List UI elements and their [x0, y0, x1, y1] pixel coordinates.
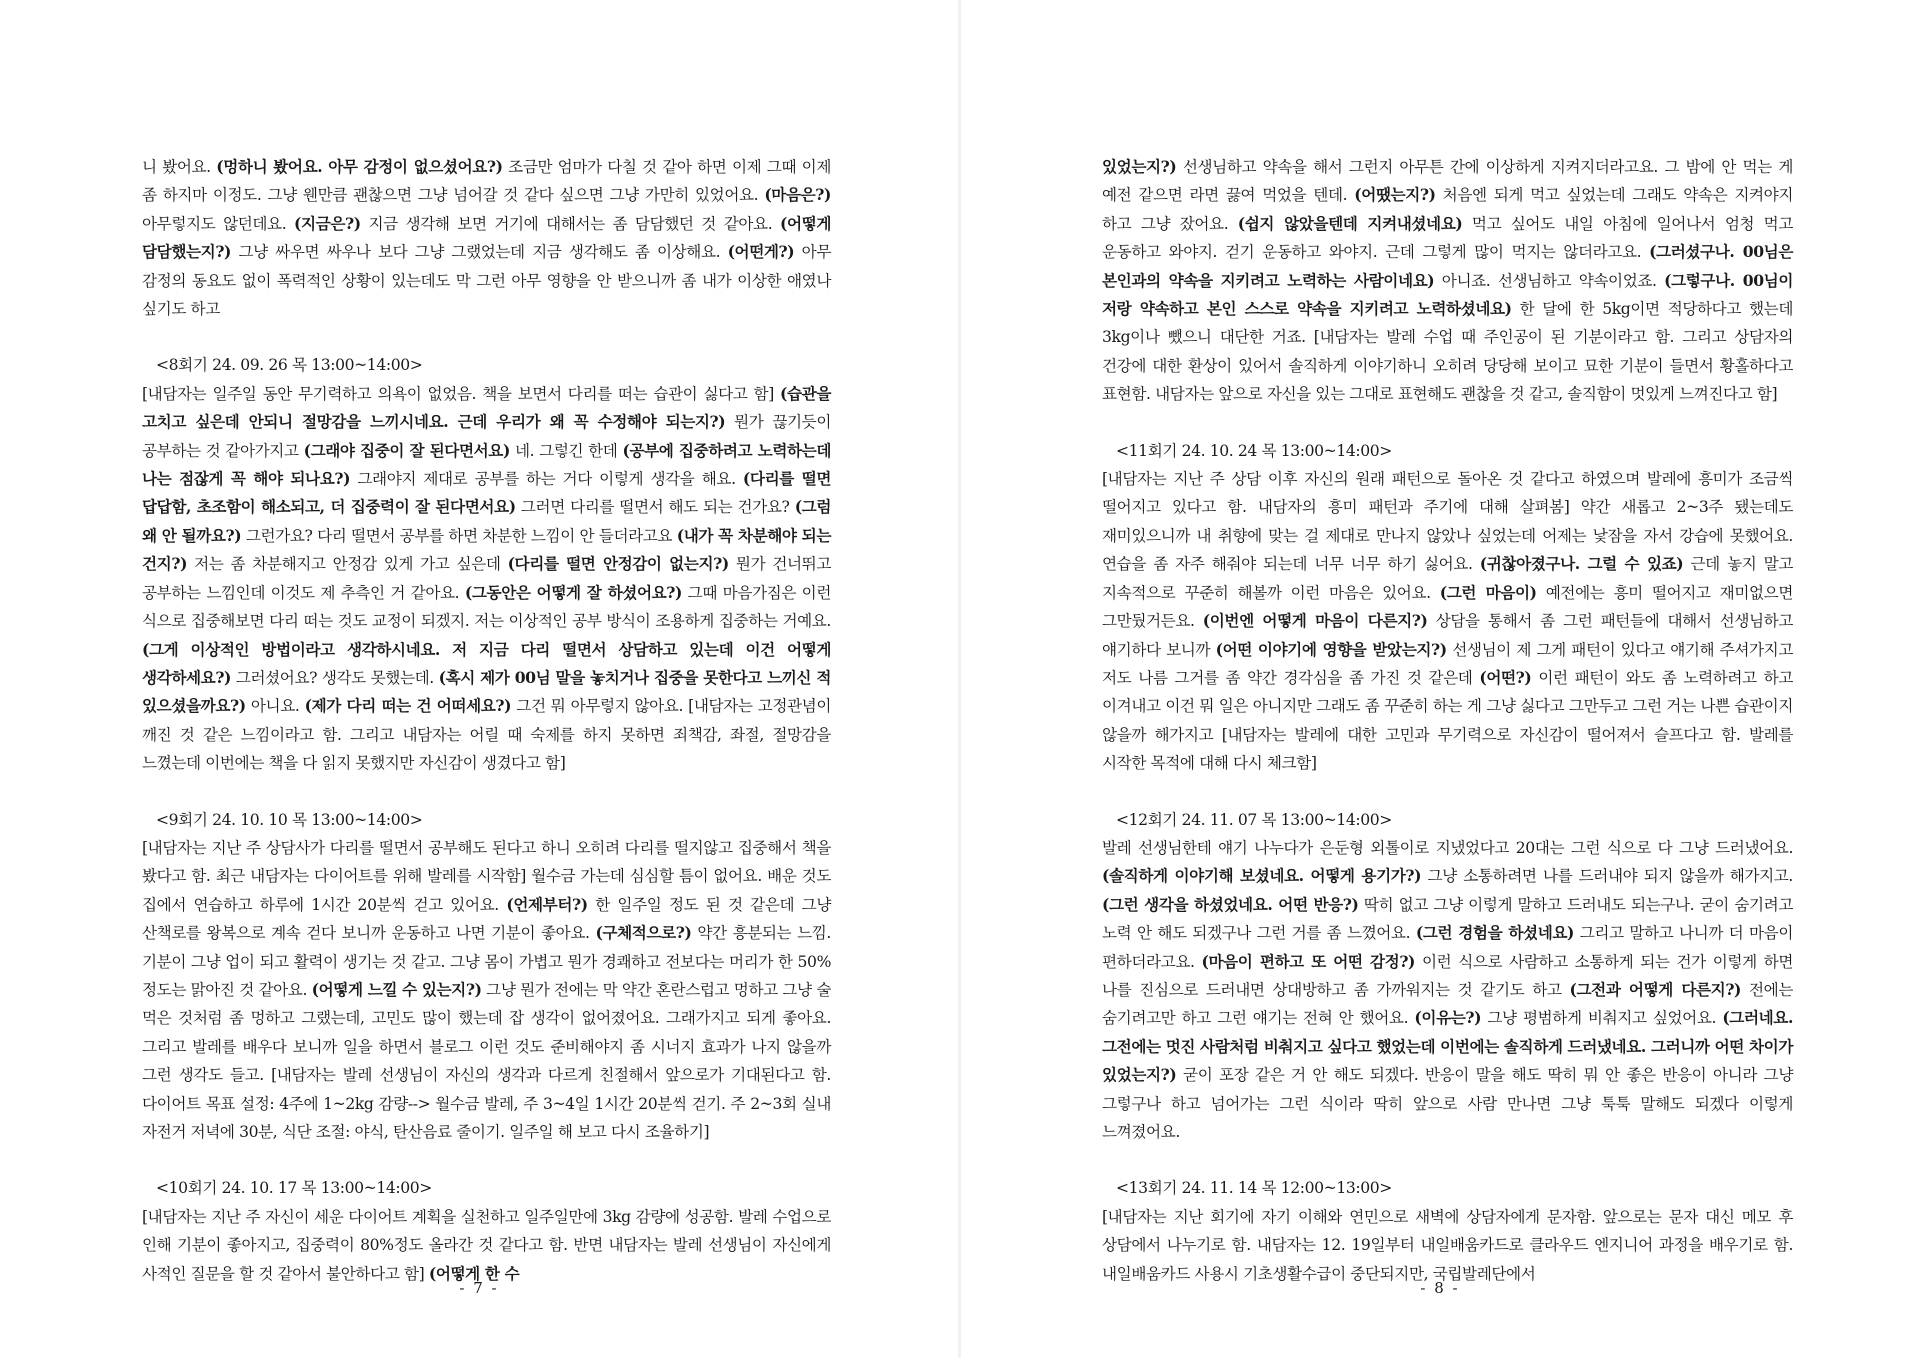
counselor-remark: (어떤게?) [727, 242, 795, 262]
page-content [1102, 153, 1793, 1316]
client-text: 그냥 뭔가 전에는 막 약간 혼란스럽고 멍하고 그냥 술 먹은 것처럼 좀 멍하고 그랬는데, 고민도 많이 했는데 잡 생각이 없어졌어요. 그래가지고 되게 좋아요. 그리고 발레를 배우다 보니까 일을 하면서 블로그 이런 것도 준비해야지 좀 시너지 효과가 나지 않을까 그런 생각도 들고. [내담자는 발레 선생님이 자신의 생각과 다르게 친절해서 앞으로가 기대된다고 함. 다이어트 목표 설정: 4주에 1~2kg 감량--> 월수금 발레, 주 3~4일 1시간 20분씩 걷기. 주 2~3회 실내 자전거 저녁에 30분, 식단 조절: 야식, 탄산음료 줄이기. 일주일 해 보고 다시 조율하기] [142, 980, 831, 1141]
counselor-remark: (어땠는지?) [1354, 185, 1436, 205]
client-text: 처음엔 되게 먹고 싶었는데 그래도 약속은 지켜야지 하고 그냥 잤어요. [1102, 186, 1793, 233]
counselor-remark: (다리를 떨면 안정감이 없는지?) [507, 554, 729, 574]
continued-paragraph [1102, 153, 1793, 409]
client-text: 굳이 포장 같은 거 안 해도 되겠다. 반응이 말을 해도 딱히 뭐 안 좋은 반응이 아니라 그냥 그렇구나 하고 넘어가는 그런 식이라 딱히 앞으로 사람 만나면 그냥 툭툭 말해도 되겠다 이렇게 느껴졌어요. [1102, 1066, 1793, 1141]
counselor-remark: 있었는지?) [1102, 157, 1177, 176]
session-heading: <10회기 24. 10. 17 목 13:00~14:00> [156, 1179, 432, 1198]
counselor-remark: (내가 꼭 차분해야 되는 건지?) [142, 525, 831, 574]
client-text: 그냥 싸우면 싸우나 보다 그냥 그랬었는데 지금 생각해도 좀 이상해요. [231, 243, 728, 262]
counselor-remark: (어떻게 담담했는지?) [142, 213, 831, 262]
client-text: 아무 감정의 동요도 없이 폭력적인 상황이 있는데도 막 그런 아무 영향을 안 받으니까 좀 내가 이상한 애였나 싶기도 하고 [142, 243, 831, 319]
client-text: 그래야지 제대로 공부를 하는 거다 이렇게 생각을 해요. [350, 470, 743, 489]
document-page-right [961, 0, 1919, 1358]
client-text: 그냥 평범하게 비춰지고 싶었어요. [1481, 1009, 1723, 1028]
counselor-remark: (언제부터?) [506, 894, 588, 914]
counselor-remark: (그런 경험을 하셨네요) [1415, 923, 1575, 943]
client-text: 한 달에 한 5kg이면 적당하다고 했는데 3kg이나 뺐으니 대단한 거죠. [내담자는 발레 수업 때 주인공이 된 기분이라고 함. 그리고 상담자의 건강에 대한 환상이 있어서 솔직하게 이야기하니 오히려 당당해 보이고 묘한 기분이 들면서 황홀하다고 표현함. 내담자는 앞으로 자신을 있는 그대로 표현해도 괜찮을 것 같고, 솔직함이 멋있게 느껴진다고 함] [1102, 300, 1793, 404]
counselor-remark: (마음은?) [764, 185, 831, 205]
counselor-remark: (이유는?) [1414, 1008, 1482, 1028]
counselor-remark: (그게 이상적인 방법이라고 생각하시네요. 저 지금 다리 떨면서 상담하고 있는데 이건 어떻게 생각하세요?) [142, 639, 831, 687]
counselor-remark: (공부에 집중하려고 노력하는데 나는 점잖게 꼭 해야 되나요?) [142, 440, 832, 489]
client-text: [내담자는 지난 주 상담사가 다리를 떨면서 공부해도 된다고 하니 오히려 다리를 떨지않고 집중해서 책을 봤다고 함. 최근 내담자는 다이어트를 위해 발레를 시작함] 월수금 가는데 심심할 틈이 없어요. 배운 것도 집에서 연습하고 하루에 1시간 20분씩 걷고 있어요. [142, 838, 831, 914]
counselor-remark: (그럼 왜 안 될까요?) [142, 497, 831, 545]
counselor-remark: (어떻게 한 수 [428, 1263, 520, 1283]
counselor-remark: (마음이 편하고 또 어떤 감정?) [1201, 951, 1416, 971]
counselor-remark: (어떤 이야기에 영향을 받았는지?) [1215, 639, 1447, 659]
client-text: 발레 선생님한테 얘기 나누다가 은둔형 외톨이로 지냈었다고 20대는 그런 식으로 다 그냥 드러냈어요. [1102, 838, 1793, 857]
client-text: 상담을 통해서 좀 그런 패턴들에 대해서 선생님하고 얘기하다 보니까 [1102, 612, 1793, 659]
client-text: 그냥 소통하려면 나를 드러내야 되지 않을까 해가지고. [1421, 867, 1793, 886]
session-heading: <12회기 24. 11. 07 목 13:00~14:00> [1116, 810, 1392, 829]
client-text: 그건 뭐 아무렇지 않아요. [내담자는 고정관념이 깨진 것 같은 느낌이라고 함. 그리고 내담자는 어릴 때 숙제를 하지 못하면 죄책감, 좌절, 절망감을 느꼈는데 이번에는 책을 다 읽지 못했지만 자신감이 생겼다고 함] [142, 697, 831, 773]
counselor-remark: (멍하니 봤어요. 아무 감정이 없으셨어요?) [216, 157, 503, 176]
client-text: 그리고 말하고 나니까 더 마음이 편하더라고요. [1102, 924, 1793, 971]
client-text: [내담자는 지난 주 상담 이후 자신의 원래 패턴으로 돌아온 것 같다고 하였으며 발레에 흥미가 조금씩 떨어지고 있다고 함. 내담자의 흥미 패턴과 주기에 대해 살펴봄] 약간 새롭고 2~3주 됐는데도 재미있으니까 내 취향에 맞는 걸 제대로 만나지 않았나 싶었는데 어제는 낯잠을 자서 강습에 못했어요. 연습을 좀 자주 해줘야 되는데 너무 너무 하기 싫어요. [1102, 470, 1793, 574]
page-number: - 8 - [1420, 1279, 1460, 1297]
counselor-remark: (어떻게 느낄 수 있는지?) [311, 979, 482, 999]
counselor-remark: (혹시 제가 00님 말을 놓치거나 집중을 못한다고 느끼신 적 있으셨을까요?) [142, 667, 831, 716]
client-text: 전에는 숨기려고만 하고 그런 얘기는 전혀 안 했어요. [1102, 980, 1793, 1028]
counselor-remark: (구체적으로?) [595, 923, 692, 943]
counselor-remark: (지금은?) [294, 213, 361, 233]
counselor-remark: (그래야 집중이 잘 된다면서요) [303, 440, 510, 460]
client-text: 먹고 싶어도 내일 아침에 일어나서 엄청 먹고 운동하고 와야지. 걷기 운동하고 와야지. 근데 그렇게 많이 먹지는 않더라고요. [1102, 214, 1793, 262]
counselor-remark: (습관을 고치고 싶은데 안되니 절망감을 느끼시네요. 근데 우리가 왜 꼭 수정해야 되는지?) [142, 383, 831, 432]
counselor-remark: (쉽지 않았을텐데 지켜내셨네요) [1237, 213, 1463, 233]
counselor-remark: (그동안은 어떻게 잘 하셨어요?) [464, 582, 682, 602]
client-text: 예전에는 흥미 떨어지고 재미없으면 그만뒀거든요. [1102, 583, 1793, 631]
client-text: 뭔가 끊기듯이 공부하는 것 같아가지고 [142, 413, 831, 460]
counselor-remark: (그렇구나. 00님이 저랑 약속하고 본인 스스로 약속을 지키려고 노력하셨네요) [1102, 270, 1793, 319]
session-heading: <11회기 24. 10. 24 목 13:00~14:00> [1116, 441, 1392, 460]
counselor-remark: (솔직하게 이야기해 보셨네요. 어떻게 용기가?) [1102, 866, 1422, 886]
client-text: 그러면 다리를 떨면서 해도 되는 건가요? [515, 498, 795, 517]
counselor-remark: (귀찮아졌구나. 그럴 수 있죠) [1479, 554, 1684, 574]
counselor-remark: (어떤?) [1479, 667, 1532, 687]
counselor-remark: (이번엔 어떻게 마음이 다른지?) [1202, 611, 1428, 631]
document-page-left [0, 0, 958, 1358]
client-text: 한 일주일 정도 된 것 같은데 그냥 산책로를 왕복으로 계속 걷다 보니까 운동하고 나면 기분이 좋아요. [142, 895, 831, 943]
client-text: 근데 놓지 말고 지속적으로 꾸준히 해볼까 이런 마음은 있어요. [1102, 555, 1793, 602]
client-text: [내담자는 일주일 동안 무기력하고 의욕이 없었음. 책을 보면서 다리를 떠는 습관이 싫다고 함] [142, 384, 781, 403]
counselor-remark: (그러네요. 그전에는 멋진 사람처럼 비춰지고 싶다고 했었는데 이번에는 솔직하게 드러냈네요. 그러니까 어떤 차이가 있었는지?) [1102, 1008, 1793, 1085]
client-text: 아니요. [245, 697, 305, 716]
session-heading: <8회기 24. 09. 26 목 13:00~14:00> [156, 356, 423, 375]
session-body [1102, 834, 1793, 1146]
client-text: 그러셨어요? 생각도 못했는데. [231, 668, 439, 687]
client-text: [내담자는 지난 주 자신이 세운 다이어트 계획을 실천하고 일주일만에 3kg 감량에 성공함. 발레 수업으로 인해 기분이 좋아지고, 집중력이 80%정도 올라간 것 같다고 함. 반면 내담자는 발레 선생님이 자신에게 사적인 질문을 할 것 같아서 불안하다고 함] [142, 1207, 831, 1283]
session-body [142, 1203, 831, 1288]
client-text: 선생님이 제 그게 패턴이 있다고 얘기해 주셔가지고 저도 나름 그거를 좀 약간 경각심을 좀 가진 것 같은데 [1102, 640, 1793, 687]
client-text: 지금 생각해 보면 거기에 대해서는 좀 담담했던 것 같아요. [360, 214, 781, 233]
client-text: 이런 패턴이 와도 좀 노력하려고 하고 이겨내고 이건 뭐 일은 아니지만 그래도 좀 꾸준히 하는 게 그냥 싫다고 그만두고 그런 거는 나쁜 습관이지 않을까 해가지고 [내담자는 발레에 대한 고민과 무기력으로 자신감이 떨어져서 슬프다고 함. 발레를 시작한 목적에 대해 다시 체크함] [1102, 668, 1793, 773]
client-text: 뭔가 건너뛰고 공부하는 느낌인데 이것도 제 추측인 거 같아요. [142, 555, 831, 602]
client-text: 딱히 없고 그냥 이렇게 말하고 드러내도 되는구나. 굳이 숨기려고 노력 안 해도 되겠구나 그런 거를 좀 느꼈어요. [1102, 895, 1793, 943]
client-text: 니 봤어요. [142, 158, 217, 176]
session-heading: <9회기 24. 10. 10 목 13:00~14:00> [156, 810, 423, 829]
client-text: 약간 흥분되는 느낌. 기분이 그냥 업이 되고 활력이 생기는 것 같고. 그냥 몸이 가볍고 뭔가 경쾌하고 전보다는 머리가 한 50% 정도는 맑아진 것 같아요. [142, 924, 831, 999]
continued-paragraph [142, 153, 831, 323]
client-text: 그런가요? 다리 떨면서 공부를 하면 차분한 느낌이 안 들더라고요 [241, 526, 677, 545]
client-text: 이런 식으로 사람하고 소통하게 되는 건가 이렇게 하면 나를 진심으로 드러내면 상대방하고 좀 가까워지는 것 같기도 하고 [1102, 952, 1793, 999]
client-text: 조금만 엄마가 다칠 것 같아 하면 이제 그때 이제 좀 하지마 이정도. 그냥 웬만큼 괜찮으면 그냥 넘어갈 것 같다 싶으면 그냥 가만히 있었어요. [142, 158, 831, 205]
counselor-remark: (그런 마음이) [1439, 582, 1537, 602]
client-text: [내담자는 지난 회기에 자기 이해와 연민으로 새벽에 상담자에게 문자함. 앞으로는 문자 대신 메모 후 상담에서 나누기로 함. 내담자는 12. 19일부터 내일배움카드로 클라우드 엔지니어 과정을 배우기로 함. 내일배움카드 사용시 기초생활수급이 중단되지만, 국립발레단에서 [1102, 1207, 1793, 1283]
page-number: - 7 - [459, 1279, 499, 1297]
client-text: 그때 마음가짐은 이런 식으로 집중해보면 다리 떠는 것도 교정이 되겠지. 저는 이상적인 공부 방식이 조용하게 집중하는 거예요. [142, 583, 831, 631]
session-body [142, 834, 831, 1146]
client-text: 저는 좀 차분해지고 안정감 있게 가고 싶은데 [187, 555, 508, 574]
client-text: 선생님하고 약속을 해서 그런지 아무튼 간에 이상하게 지켜지더라고요. 그 밤에 안 먹는 게 예전 같으면 라면 끓여 먹었을 텐데. [1102, 158, 1793, 205]
client-text: 아니죠. 선생님하고 약속이었죠. [1434, 271, 1665, 290]
session-body [1102, 465, 1793, 777]
page-content [142, 153, 831, 1316]
counselor-remark: (그전과 어떻게 다른지?) [1569, 979, 1742, 999]
counselor-remark: (그러셨구나. 00님은 본인과의 약속을 지키려고 노력하는 사람이네요) [1102, 242, 1793, 290]
counselor-remark: (제가 다리 떠는 건 어떠세요?) [304, 696, 512, 716]
session-body [142, 380, 831, 778]
counselor-remark: (다리를 떨면 답답함, 초조함이 해소되고, 더 집중력이 잘 된다면서요) [142, 469, 831, 517]
session-heading: <13회기 24. 11. 14 목 12:00~13:00> [1116, 1179, 1392, 1198]
client-text: 아무렇지도 않던데요. [142, 214, 295, 233]
client-text: 네. 그렇긴 한데 [509, 441, 623, 460]
counselor-remark: (그런 생각을 하셨었네요. 어떤 반응?) [1102, 894, 1359, 914]
session-body [1102, 1203, 1793, 1288]
